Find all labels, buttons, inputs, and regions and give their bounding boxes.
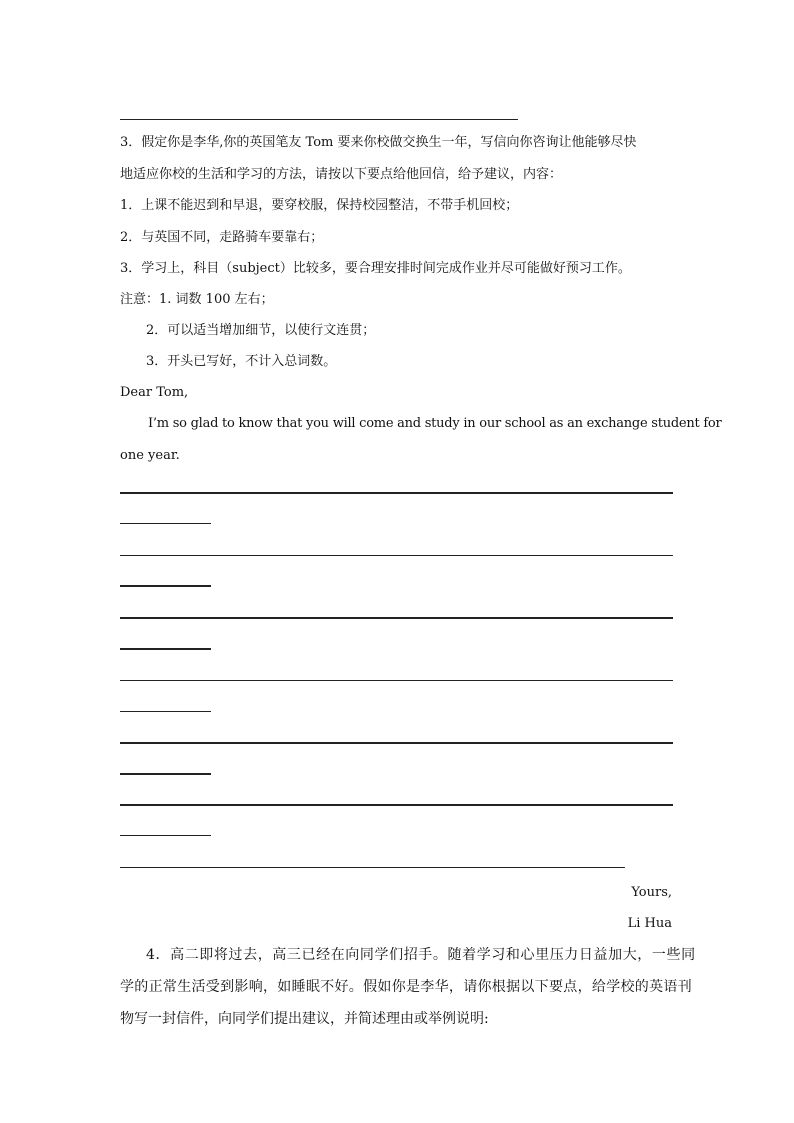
writing-line[interactable]	[120, 555, 673, 556]
writing-line-short[interactable]	[120, 835, 211, 836]
letter-closing: Yours,	[631, 885, 672, 900]
writing-line-short[interactable]	[120, 648, 211, 650]
q3-point-2: 2．与英国不同，走路骑车要靠右；	[120, 230, 324, 245]
letter-salutation: Dear Tom,	[120, 385, 189, 400]
letter-opening-line-2: one year.	[120, 448, 180, 463]
q3-prompt-line-2: 地适应你校的生活和学习的方法，请按以下要点给他回信，给予建议，内容：	[120, 167, 563, 182]
writing-line[interactable]	[120, 804, 673, 806]
q3-note-1: 注意：1. 词数 100 左右；	[120, 292, 274, 307]
q3-prompt-line-1: 3．假定你是李华,你的英国笔友 Tom 要来你校做交换生一年，写信向你咨询让他能够尽快	[120, 135, 637, 150]
writing-line[interactable]	[120, 742, 673, 744]
letter-signature: Li Hua	[627, 916, 672, 931]
top-separator-line	[120, 119, 518, 120]
writing-line-short[interactable]	[120, 585, 211, 587]
writing-line-last[interactable]	[120, 867, 625, 868]
q4-line-1: 4．高二即将过去，高三已经在向同学们招手。随着学习和心里压力日益加大，一些同	[146, 947, 696, 963]
q3-note-3: 3．开头已写好，不计入总词数。	[146, 354, 337, 369]
q4-line-3: 物写一封信件，向同学们提出建议，并简述理由或举例说明:	[120, 1011, 489, 1027]
q3-note-2: 2．可以适当增加细节，以使行文连贯；	[146, 323, 376, 338]
writing-line-short[interactable]	[120, 523, 211, 524]
q3-point-3: 3．学习上，科目（subject）比较多，要合理安排时间完成作业并尽可能做好预习工作。	[120, 261, 631, 276]
q4-line-2: 学的正常生活受到影响，如睡眠不好。假如你是李华，请你根据以下要点，给学校的英语刊	[120, 979, 692, 995]
writing-line-short[interactable]	[120, 773, 211, 775]
writing-line[interactable]	[120, 492, 673, 494]
writing-line[interactable]	[120, 617, 673, 619]
writing-line-short[interactable]	[120, 711, 211, 712]
letter-opening-line-1: I’m so glad to know that you will come and study in our school as an exchange student for	[148, 416, 722, 431]
q3-point-1: 1．上课不能迟到和早退，要穿校服，保持校园整洁，不带手机回校；	[120, 198, 519, 213]
writing-line[interactable]	[120, 680, 673, 681]
